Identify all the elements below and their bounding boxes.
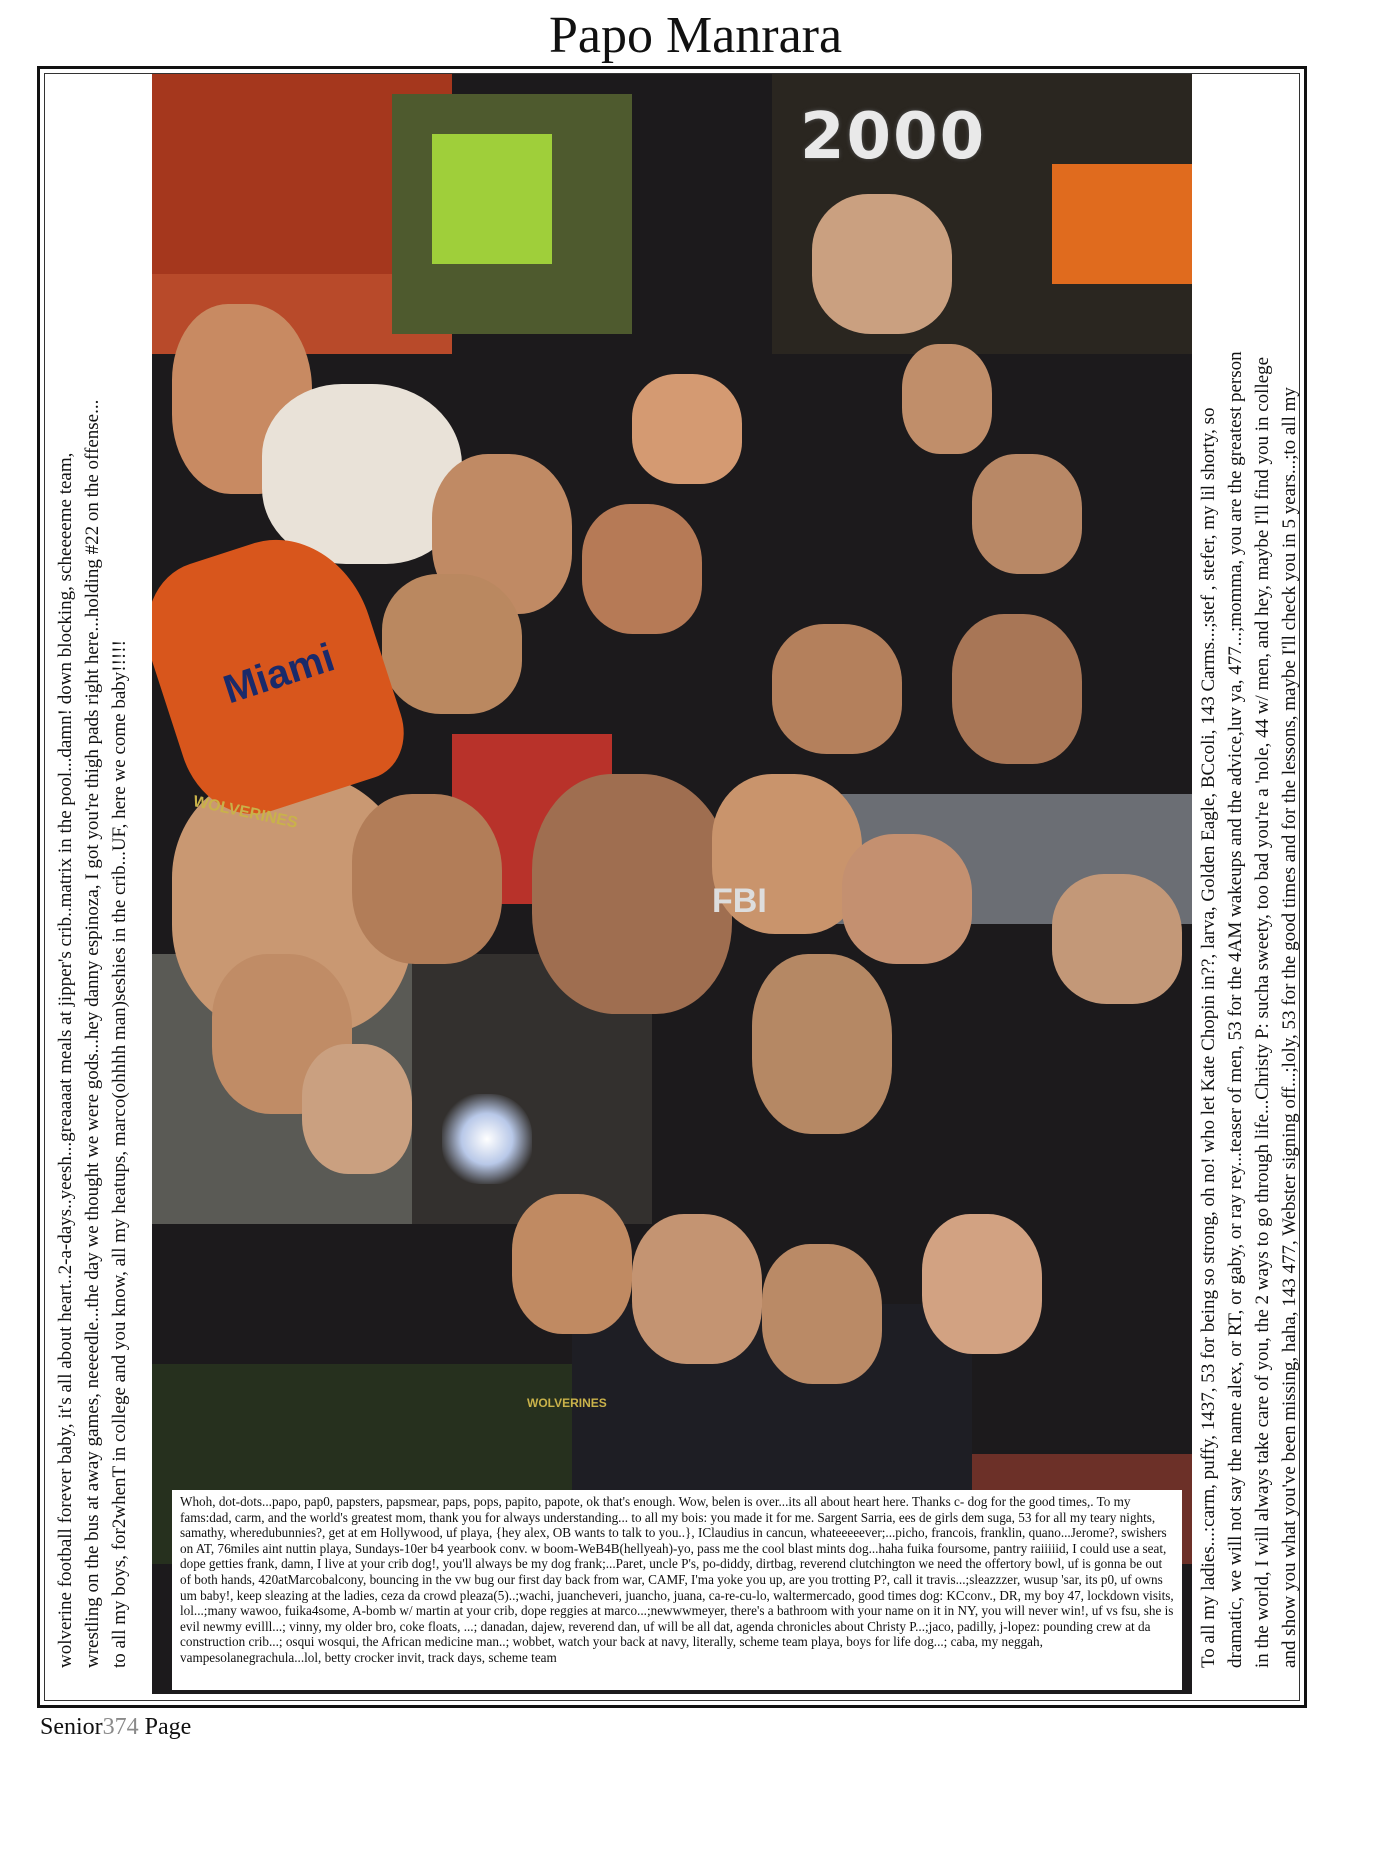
face-photo xyxy=(752,954,892,1134)
message-box: Whoh, dot-dots...papo, pap0, papsters, papsmear, paps, pops, papito, papote, ok that's enough. Wow, belen is over...its all about heart here. Thanks c- dog for the good times,. To my fams:dad, carm, and the world's greatest mom, thank you for always understanding... to all my bois: you made it for me. Sargent Sarria, ees de girls dem suga, 53 for all my teary nights, samathy, wheredubunnies?, get at em Hollywood, uf playa, {hey alex, OB wants to talk to you..}, IClaudius in cancun, whateeeeever;...picho, francois, franklin, quano...Jerome?, swishers on AT, 76miles aint nuttin playa, Sundays-10er b4 yearbook conv. w boom-WeB4B(hellyeah)-yo, pass me the cool blast mints dog...haha fuika foursome, pantry raiiiiid, I could use a seat, dope getties frank, damn, I live at your crib dog!, you'll always be my dog frank;...Paret, uncle P's, po-diddy, dirtbag, reverend clutchington we need the offertory bowl, uf is gonna be out of both hands, 420atMarcobalcony, bouncing in the vw bug our first day back from war, CAMF, I'ma yoke you up, are you trotting P?, call it travis...;sleazzzer, wusup 'sar, its p0, uf owns um baby!, keep sleazing at the ladies, ceza da crowd pleaza(5)..;wachi, juancheveri, juancho, juana, ca-re-cu-lo, waltermercado, good times dog: KCconv., DR, my boy 47, lockdown visits, lol...;many wawoo, fuika4some, A-bomb w/ martin at your crib, dope reggies at marco...;newwwmeyer, there's a bathroom with your name on it in NY, you will never win!, uf vs fsu, she is evil newmy evilll...; vinny, my older bro, coke floats, ...; danadan, dajew, reverend dan, uf will be all dat, agenda chronicles about Christy P...;jaco, padilly, j-lopez: pounding crew at da construction crib...; osqui wosqui, the African medicine man..; wobbet, watch your back at navy, literally, scheme team playa, boys for life dog...; caba, my neggah, vampesolanegrachula...lol, betty crocker invit, track days, scheme team xyxy=(172,1490,1182,1690)
right-text-line: dramatic, we will not say the name alex, or RT, or gaby, or ray rey...teaser of men, 53 for the 4AM wakeups and the advice,luv ya, 477...;momma, you are the greatest person xyxy=(1225,351,1246,1668)
page-number: 374 xyxy=(102,1714,139,1740)
face-photo xyxy=(632,374,742,484)
page-footer xyxy=(40,1713,191,1741)
right-text-column xyxy=(1195,78,1303,1668)
face-photo xyxy=(772,624,902,754)
left-text-line: wolverine football forever baby, it's all about heart..2-a-days..yeesh...greaaaat meals at jipper's crib..matrix in the pool...damn! down blocking, scheeeeme team, xyxy=(55,452,76,1668)
foam-finger-text: Miami xyxy=(218,635,340,713)
right-text-line: To all my ladies...:carm, puffy, 1437, 53 for being so strong, oh no! who let Kate Chopin in??, larva, Golden Eagle, BCcoli, 143 Carms...;stef , stefer, my lil shorty, so xyxy=(1198,407,1219,1668)
face-photo xyxy=(582,504,702,634)
banner-2000-text: 2000 xyxy=(800,100,987,174)
face-photo xyxy=(842,834,972,964)
face-photo xyxy=(1052,874,1182,1004)
right-text-line: in the world, I will always take care of you, the 2 ways to go through life...Christy P: sucha sweety, too bad you're a 'nole, 44 w/ men, and hey, maybe I'll find you in college xyxy=(1252,356,1273,1668)
face-photo xyxy=(952,614,1082,764)
left-text-column xyxy=(52,78,133,1668)
flash-glow xyxy=(442,1094,532,1184)
face-photo xyxy=(512,1194,632,1334)
collage-photo xyxy=(1052,164,1192,284)
cap-text: WOLVERINES xyxy=(191,793,300,832)
footer-suffix: Page xyxy=(144,1714,192,1740)
face-photo xyxy=(352,794,502,964)
face-photo xyxy=(902,344,992,454)
face-photo xyxy=(632,1214,762,1364)
face-photo xyxy=(302,1044,412,1174)
face-photo xyxy=(762,1244,882,1384)
face-photo xyxy=(532,774,732,1014)
face-photo xyxy=(382,574,522,714)
collage-photo xyxy=(432,134,552,264)
page-title: Papo Manrara xyxy=(548,7,843,64)
cap-text: WOLVERINES xyxy=(527,1396,607,1410)
right-text-line: and show you what you've been missing, haha, 143 477, Webster signing off...;loly, 53 for the good times and for the lessons, maybe I'll check you in 5 years...;to all my xyxy=(1279,387,1300,1668)
footer-prefix: Senior xyxy=(40,1714,103,1740)
face-photo xyxy=(812,194,952,334)
left-text-line: to all my boys, for2whenT in college and you know, all my heatups, marco(ohhhh man)seshies in the crib...UF, here we come baby!!!!! xyxy=(109,640,130,1668)
face-photo xyxy=(922,1214,1042,1354)
cap-text: FBI xyxy=(712,882,767,920)
face-photo xyxy=(972,454,1082,574)
left-text-line: wrestling on the bus at away games, neeeedle...the day we thought we were gods...hey danny espinoza, I got you're thigh pads right here...holding #22 on the offense... xyxy=(82,399,103,1668)
photo-collage xyxy=(152,74,1192,1694)
